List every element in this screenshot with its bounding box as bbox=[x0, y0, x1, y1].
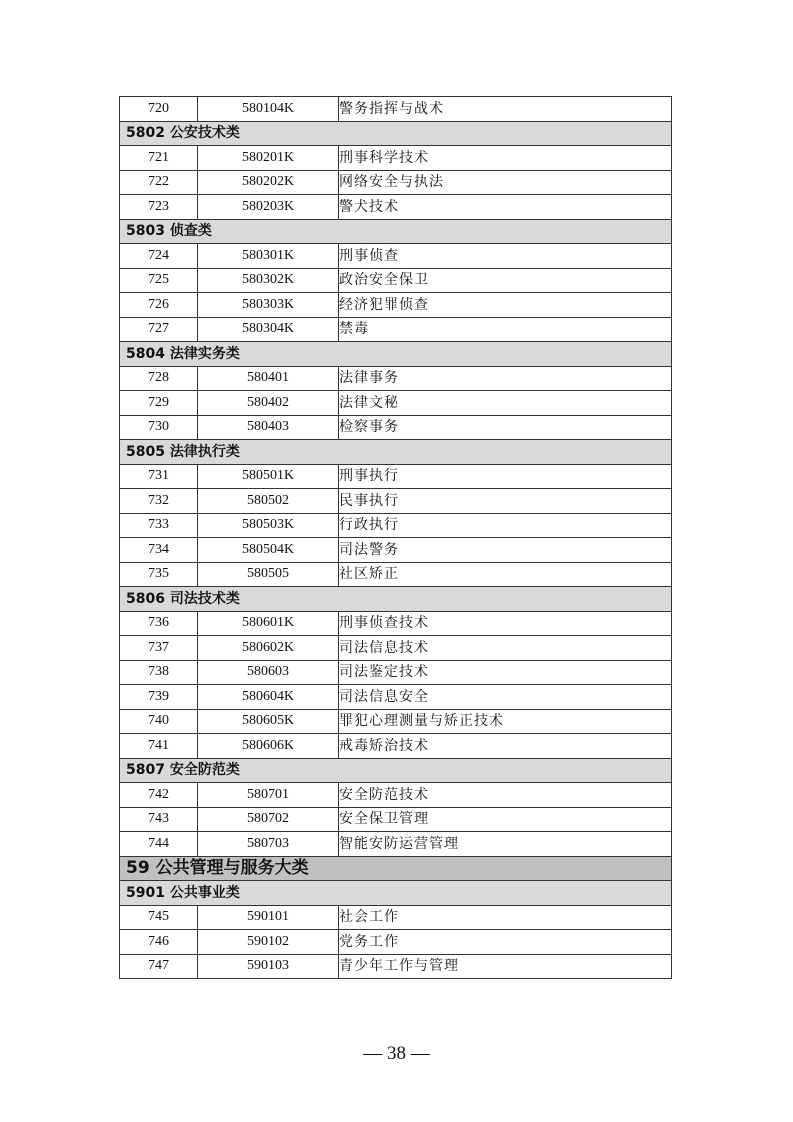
seq-cell: 741 bbox=[120, 734, 198, 759]
code-cell: 590103 bbox=[198, 954, 339, 979]
code-cell: 580503K bbox=[198, 513, 339, 538]
name-cell: 行政执行 bbox=[339, 513, 672, 538]
seq-cell: 742 bbox=[120, 783, 198, 808]
category-row bbox=[120, 881, 672, 906]
code-cell: 580202K bbox=[198, 170, 339, 195]
seq-cell: 729 bbox=[120, 391, 198, 416]
table-row bbox=[120, 807, 672, 832]
table-row bbox=[120, 146, 672, 171]
major-category-row bbox=[120, 856, 672, 881]
category-label: 5806 司法技术类 bbox=[120, 587, 672, 612]
name-cell: 司法信息技术 bbox=[339, 636, 672, 661]
category-row bbox=[120, 440, 672, 465]
code-cell: 580604K bbox=[198, 685, 339, 710]
name-cell: 法律文秘 bbox=[339, 391, 672, 416]
table-row bbox=[120, 734, 672, 759]
code-cell: 580403 bbox=[198, 415, 339, 440]
seq-cell: 730 bbox=[120, 415, 198, 440]
name-cell: 社区矫正 bbox=[339, 562, 672, 587]
seq-cell: 723 bbox=[120, 195, 198, 220]
name-cell: 罪犯心理测量与矫正技术 bbox=[339, 709, 672, 734]
table-row bbox=[120, 293, 672, 318]
name-cell: 刑事执行 bbox=[339, 464, 672, 489]
seq-cell: 735 bbox=[120, 562, 198, 587]
seq-cell: 743 bbox=[120, 807, 198, 832]
seq-cell: 733 bbox=[120, 513, 198, 538]
seq-cell: 720 bbox=[120, 97, 198, 122]
code-cell: 580702 bbox=[198, 807, 339, 832]
name-cell: 司法警务 bbox=[339, 538, 672, 563]
seq-cell: 746 bbox=[120, 930, 198, 955]
program-catalog-table bbox=[119, 96, 672, 979]
category-label: 5901 公共事业类 bbox=[120, 881, 672, 906]
seq-cell: 727 bbox=[120, 317, 198, 342]
code-cell: 580606K bbox=[198, 734, 339, 759]
category-label: 5802 公安技术类 bbox=[120, 121, 672, 146]
category-row bbox=[120, 342, 672, 367]
seq-cell: 740 bbox=[120, 709, 198, 734]
name-cell: 安全保卫管理 bbox=[339, 807, 672, 832]
name-cell: 警务指挥与战术 bbox=[339, 97, 672, 122]
category-row bbox=[120, 758, 672, 783]
seq-cell: 745 bbox=[120, 905, 198, 930]
name-cell: 党务工作 bbox=[339, 930, 672, 955]
category-row bbox=[120, 587, 672, 612]
table-row bbox=[120, 244, 672, 269]
seq-cell: 726 bbox=[120, 293, 198, 318]
name-cell: 司法鉴定技术 bbox=[339, 660, 672, 685]
seq-cell: 721 bbox=[120, 146, 198, 171]
table-row bbox=[120, 905, 672, 930]
name-cell: 经济犯罪侦查 bbox=[339, 293, 672, 318]
name-cell: 智能安防运营管理 bbox=[339, 832, 672, 857]
name-cell: 安全防范技术 bbox=[339, 783, 672, 808]
name-cell: 刑事侦查 bbox=[339, 244, 672, 269]
table-row bbox=[120, 783, 672, 808]
code-cell: 580605K bbox=[198, 709, 339, 734]
catalog-table-body bbox=[120, 97, 672, 979]
code-cell: 580603 bbox=[198, 660, 339, 685]
name-cell: 政治安全保卫 bbox=[339, 268, 672, 293]
seq-cell: 724 bbox=[120, 244, 198, 269]
code-cell: 580303K bbox=[198, 293, 339, 318]
code-cell: 580701 bbox=[198, 783, 339, 808]
table-row bbox=[120, 636, 672, 661]
category-label: 5805 法律执行类 bbox=[120, 440, 672, 465]
name-cell: 禁毒 bbox=[339, 317, 672, 342]
table-row bbox=[120, 513, 672, 538]
name-cell: 网络安全与执法 bbox=[339, 170, 672, 195]
table-row bbox=[120, 366, 672, 391]
code-cell: 580201K bbox=[198, 146, 339, 171]
table-row bbox=[120, 562, 672, 587]
name-cell: 检察事务 bbox=[339, 415, 672, 440]
code-cell: 580504K bbox=[198, 538, 339, 563]
category-label: 5804 法律实务类 bbox=[120, 342, 672, 367]
seq-cell: 737 bbox=[120, 636, 198, 661]
name-cell: 社会工作 bbox=[339, 905, 672, 930]
seq-cell: 722 bbox=[120, 170, 198, 195]
category-label: 5803 侦查类 bbox=[120, 219, 672, 244]
seq-cell: 747 bbox=[120, 954, 198, 979]
code-cell: 580703 bbox=[198, 832, 339, 857]
table-row bbox=[120, 170, 672, 195]
name-cell: 刑事科学技术 bbox=[339, 146, 672, 171]
name-cell: 刑事侦查技术 bbox=[339, 611, 672, 636]
table-row bbox=[120, 611, 672, 636]
table-row bbox=[120, 97, 672, 122]
table-row bbox=[120, 195, 672, 220]
table-row bbox=[120, 268, 672, 293]
code-cell: 580301K bbox=[198, 244, 339, 269]
seq-cell: 734 bbox=[120, 538, 198, 563]
code-cell: 580601K bbox=[198, 611, 339, 636]
code-cell: 580401 bbox=[198, 366, 339, 391]
table-row bbox=[120, 930, 672, 955]
code-cell: 580502 bbox=[198, 489, 339, 514]
table-row bbox=[120, 464, 672, 489]
seq-cell: 732 bbox=[120, 489, 198, 514]
code-cell: 580304K bbox=[198, 317, 339, 342]
table-row bbox=[120, 489, 672, 514]
table-row bbox=[120, 685, 672, 710]
code-cell: 590101 bbox=[198, 905, 339, 930]
name-cell: 戒毒矫治技术 bbox=[339, 734, 672, 759]
name-cell: 青少年工作与管理 bbox=[339, 954, 672, 979]
seq-cell: 738 bbox=[120, 660, 198, 685]
name-cell: 法律事务 bbox=[339, 366, 672, 391]
code-cell: 590102 bbox=[198, 930, 339, 955]
category-row bbox=[120, 121, 672, 146]
table-row bbox=[120, 709, 672, 734]
name-cell: 司法信息安全 bbox=[339, 685, 672, 710]
name-cell: 警犬技术 bbox=[339, 195, 672, 220]
seq-cell: 739 bbox=[120, 685, 198, 710]
table-row bbox=[120, 317, 672, 342]
table-row bbox=[120, 415, 672, 440]
name-cell: 民事执行 bbox=[339, 489, 672, 514]
code-cell: 580402 bbox=[198, 391, 339, 416]
seq-cell: 731 bbox=[120, 464, 198, 489]
seq-cell: 736 bbox=[120, 611, 198, 636]
code-cell: 580602K bbox=[198, 636, 339, 661]
code-cell: 580104K bbox=[198, 97, 339, 122]
table-row bbox=[120, 660, 672, 685]
major-category-label: 59 公共管理与服务大类 bbox=[120, 856, 672, 881]
table-row bbox=[120, 538, 672, 563]
table-row bbox=[120, 954, 672, 979]
table-row bbox=[120, 391, 672, 416]
category-label: 5807 安全防范类 bbox=[120, 758, 672, 783]
seq-cell: 744 bbox=[120, 832, 198, 857]
code-cell: 580302K bbox=[198, 268, 339, 293]
seq-cell: 728 bbox=[120, 366, 198, 391]
table-row bbox=[120, 832, 672, 857]
code-cell: 580505 bbox=[198, 562, 339, 587]
code-cell: 580203K bbox=[198, 195, 339, 220]
code-cell: 580501K bbox=[198, 464, 339, 489]
seq-cell: 725 bbox=[120, 268, 198, 293]
page-number: — 38 — bbox=[363, 1043, 430, 1064]
category-row bbox=[120, 219, 672, 244]
